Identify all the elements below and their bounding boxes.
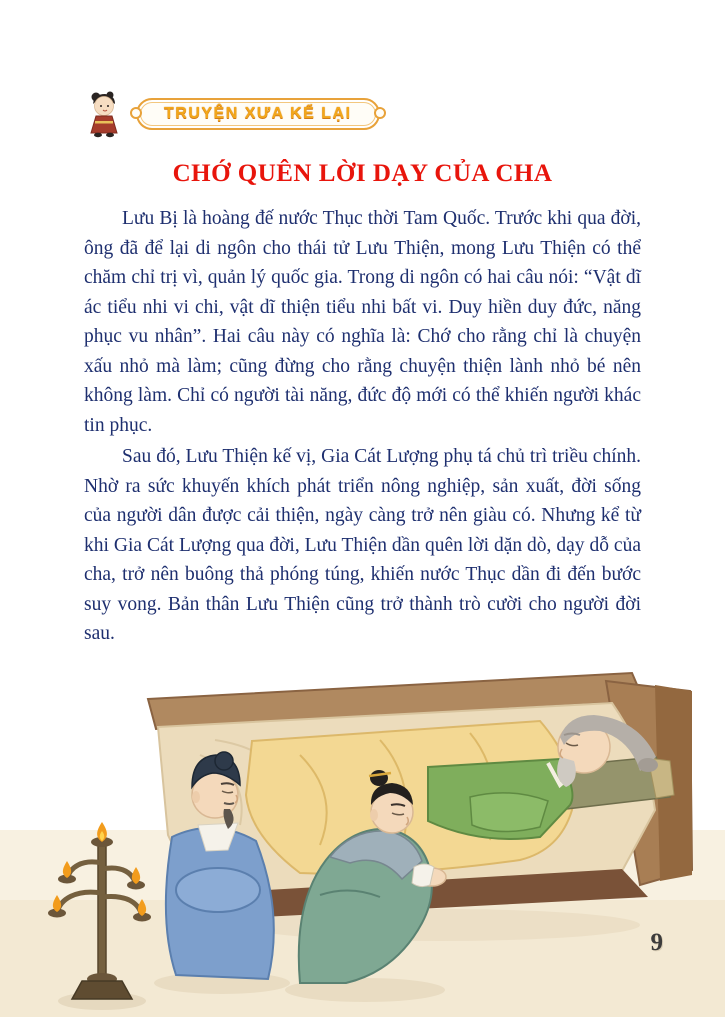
banner-curl-left-icon [130, 107, 142, 119]
banner-title: TRUYỆN XƯA KỂ LẠI [164, 105, 352, 122]
paragraph-1: Lưu Bị là hoàng đế nước Thục thời Tam Quốc. Trước khi qua đời, ông đã để lại di ngôn cho thái tử Lưu Thiện, mong Lưu Thiện có thể chăm chỉ trị vì, quản lý quốc gia. Trong di ngôn có hai câu nói: “Vật dĩ ác tiểu nhi vi chi, vật dĩ thiện tiểu nhi bất vi. Duy hiền duy đức, năng phục vu nhân”. Hai câu này có nghĩa là: Chớ cho rằng chỉ là chuyện xấu nhỏ mà làm; cũng đừng cho rằng chuyện thiện lành nhỏ bé nên không làm. Chỉ có người tài năng, đức độ mới có thể khiến người khác tin phục. [84, 208, 641, 436]
story-illustration [0, 645, 725, 1017]
story-title: CHỚ QUÊN LỜI DẠY CỦA CHA [172, 160, 553, 187]
banner-curl-right-icon [374, 107, 386, 119]
page-header [84, 90, 380, 138]
illustration-scene [0, 645, 725, 1017]
story-body [84, 204, 641, 651]
child-mascot-icon [84, 90, 124, 138]
banner-scroll [136, 98, 380, 130]
page-number: 9 [650, 929, 663, 956]
paragraph-2: Sau đó, Lưu Thiện kế vị, Gia Cát Lượng phụ tá chủ trì triều chính. Nhờ ra sức khuyến khích phát triển nông nghiệp, sản xuất, đời sống của người dân được cải thiện, ngày càng trở nên giàu có. Nhưng kể từ khi Gia Cát Lượng qua đời, Lưu Thiện dần quên lời dặn dò, dạy dỗ của cha, trở nên buông thả phóng túng, khiến nước Thục dần đi đến bước suy vong. Bản thân Lưu Thiện cũng trở thành trò cười cho người đời sau. [84, 446, 641, 644]
